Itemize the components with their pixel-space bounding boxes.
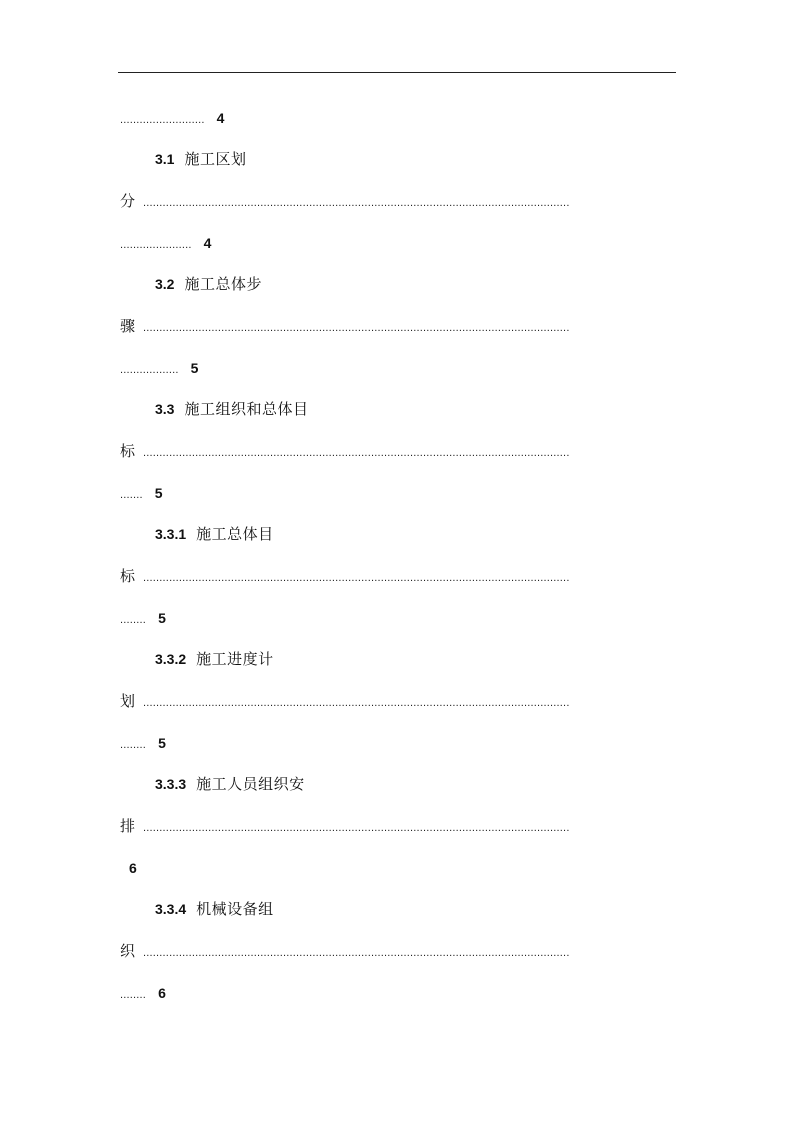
toc-page-line <box>120 983 664 1003</box>
toc-title-wrap-char: 分 <box>120 192 136 210</box>
toc-leader-dots: ................................................................................................................................... <box>143 447 570 459</box>
toc-title-wrap-char: 标 <box>120 567 136 585</box>
toc-leader-dots: ........ <box>120 614 147 626</box>
toc-page-number: 5 <box>154 485 163 501</box>
toc-heading[interactable] <box>155 774 655 794</box>
toc-section-number: 3.3 <box>155 401 175 417</box>
toc-leader-dots: ................................................................................................................................... <box>143 197 570 209</box>
toc-leader-dots: ................................................................................................................................... <box>143 947 570 959</box>
toc-section-number: 3.1 <box>155 151 175 167</box>
toc-leader-dots: ................................................................................................................................... <box>143 697 570 709</box>
toc-page-number: 5 <box>190 360 199 376</box>
toc-page-line <box>120 358 664 378</box>
toc-leader-line <box>120 441 664 461</box>
toc-page-number: 5 <box>158 735 166 751</box>
toc-page-number: 6 <box>158 985 166 1001</box>
toc-section-title: 机械设备组 <box>196 900 274 918</box>
toc-leader-line <box>120 316 664 336</box>
toc-page-line <box>120 608 664 628</box>
toc-section-number: 3.3.2 <box>155 651 187 667</box>
toc-heading[interactable] <box>155 649 655 669</box>
toc-title-wrap-char: 标 <box>120 442 136 460</box>
toc-page-line <box>120 858 664 878</box>
toc-heading[interactable] <box>155 524 655 544</box>
toc-heading[interactable] <box>155 399 655 419</box>
toc-leader-dots: ........ <box>120 989 147 1001</box>
toc-leader-dots: ................................................................................................................................... <box>143 322 570 334</box>
toc-page-number: 6 <box>129 860 137 876</box>
toc-page-number: 4 <box>216 110 225 126</box>
toc-section-title: 施工组织和总体目 <box>184 400 309 418</box>
toc-section-title: 施工进度计 <box>196 650 274 668</box>
toc-title-wrap-char: 排 <box>120 817 136 835</box>
toc-section-number: 3.3.4 <box>155 901 187 917</box>
toc-heading[interactable] <box>155 899 655 919</box>
toc-leader-dots: ....... <box>120 489 143 501</box>
toc-continuation-line <box>120 108 664 128</box>
toc-page-line <box>120 483 664 503</box>
toc-heading[interactable] <box>155 149 655 169</box>
toc-page-line <box>120 233 664 253</box>
toc-leader-dots: ........ <box>120 739 147 751</box>
toc-leader-line <box>120 816 664 836</box>
toc-section-title: 施工人员组织安 <box>196 775 305 793</box>
toc-page-number: 5 <box>158 610 166 626</box>
toc-section-title: 施工总体步 <box>184 275 262 293</box>
toc-section-title: 施工总体目 <box>196 525 274 543</box>
toc-leader-line <box>120 691 664 711</box>
toc-leader-dots: ................................................................................................................................... <box>143 822 570 834</box>
toc-title-wrap-char: 划 <box>120 692 136 710</box>
toc-leader-line <box>120 191 664 211</box>
toc-section-title: 施工区划 <box>184 150 247 168</box>
toc-section-number: 3.3.1 <box>155 526 187 542</box>
toc-leader-dots: .................. <box>120 364 179 376</box>
toc-title-wrap-char: 织 <box>120 942 136 960</box>
toc-page-number: 4 <box>203 235 212 251</box>
toc-section-number: 3.3.3 <box>155 776 187 792</box>
toc-section-number: 3.2 <box>155 276 175 292</box>
toc-leader-line <box>120 566 664 586</box>
toc-leader-dots: ................................................................................................................................... <box>143 572 570 584</box>
toc-leader-dots: ...................... <box>120 239 192 251</box>
toc-heading[interactable] <box>155 274 655 294</box>
toc-title-wrap-char: 骤 <box>120 317 136 335</box>
toc-leader-dots: .......................... <box>120 114 205 126</box>
header-rule <box>118 72 676 73</box>
toc-leader-line <box>120 941 664 961</box>
toc-page-line <box>120 733 664 753</box>
